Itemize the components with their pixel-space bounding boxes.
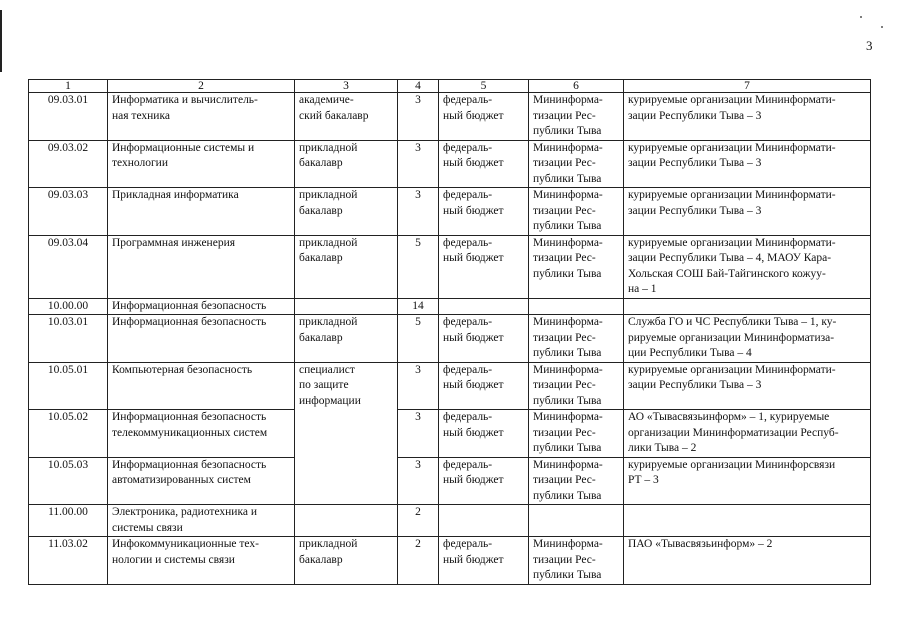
row-qualification: [295, 410, 398, 458]
table-body: [29, 80, 871, 585]
row-funding: федераль- ный бюджет: [439, 235, 529, 298]
page-number: 3: [866, 38, 873, 53]
row-code: 10.05.02: [29, 410, 108, 458]
row-specialty-name: Инфокоммуникационные тех- нологии и системы связи: [108, 537, 295, 585]
row-organizations: курируемые организации Мининформати- зации Республики Тыва – 3: [624, 188, 871, 236]
column-header: 1: [29, 80, 108, 93]
margin-binding-mark: [0, 10, 2, 72]
row-code: 11.00.00: [29, 505, 108, 537]
table-row: [29, 362, 871, 410]
row-department: Мининформа- тизации Рес- публики Тыва: [529, 362, 624, 410]
row-organizations: Служба ГО и ЧС Республики Тыва – 1, ку- рируемые организации Мининформатиза- ции Республики Тыва – 4: [624, 315, 871, 363]
row-organizations: курируемые организации Мининформати- зации Республики Тыва – 3: [624, 93, 871, 141]
row-specialty-name: Информационная безопасность автоматизированных систем: [108, 457, 295, 505]
scan-speck: [860, 16, 862, 18]
row-funding: [439, 505, 529, 537]
row-department: Мининформа- тизации Рес- публики Тыва: [529, 410, 624, 458]
row-qualification: [295, 298, 398, 315]
column-header: 4: [398, 80, 439, 93]
row-code: 09.03.04: [29, 235, 108, 298]
row-quota-count: 2: [398, 505, 439, 537]
row-qualification: специалист по защите информации: [295, 362, 398, 410]
row-funding: федераль- ный бюджет: [439, 457, 529, 505]
header-row: [29, 80, 871, 93]
row-code: 09.03.03: [29, 188, 108, 236]
table-row: [29, 140, 871, 188]
table-row: [29, 505, 871, 537]
row-specialty-name: Информатика и вычислитель- ная техника: [108, 93, 295, 141]
row-funding: федераль- ный бюджет: [439, 93, 529, 141]
table-row: [29, 298, 871, 315]
table-row: [29, 537, 871, 585]
row-organizations: ПАО «Тывасвязьинформ» – 2: [624, 537, 871, 585]
row-organizations: [624, 298, 871, 315]
row-specialty-name: Информационные системы и технологии: [108, 140, 295, 188]
row-qualification: прикладной бакалавр: [295, 140, 398, 188]
row-department: Мининформа- тизации Рес- публики Тыва: [529, 457, 624, 505]
column-header: 2: [108, 80, 295, 93]
table-row: [29, 410, 871, 458]
row-specialty-name: Программная инженерия: [108, 235, 295, 298]
table-row: [29, 315, 871, 363]
column-header: 6: [529, 80, 624, 93]
row-specialty-name: Электроника, радиотехника и системы связи: [108, 505, 295, 537]
row-specialty-name: Информационная безопасность: [108, 315, 295, 363]
row-qualification: прикладной бакалавр: [295, 235, 398, 298]
row-department: Мининформа- тизации Рес- публики Тыва: [529, 93, 624, 141]
row-funding: федераль- ный бюджет: [439, 140, 529, 188]
row-quota-count: 5: [398, 315, 439, 363]
row-funding: федераль- ный бюджет: [439, 188, 529, 236]
row-department: [529, 298, 624, 315]
row-funding: федераль- ный бюджет: [439, 410, 529, 458]
table-row: [29, 188, 871, 236]
row-department: Мининформа- тизации Рес- публики Тыва: [529, 537, 624, 585]
allocation-table: [28, 79, 871, 585]
row-qualification: [295, 457, 398, 505]
row-funding: [439, 298, 529, 315]
row-department: Мининформа- тизации Рес- публики Тыва: [529, 188, 624, 236]
row-code: 11.03.02: [29, 537, 108, 585]
column-header: 3: [295, 80, 398, 93]
column-header: 5: [439, 80, 529, 93]
row-organizations: курируемые организации Мининформати- зации Республики Тыва – 3: [624, 362, 871, 410]
row-organizations: курируемые организации Мининформати- зации Республики Тыва – 3: [624, 140, 871, 188]
row-department: Мининформа- тизации Рес- публики Тыва: [529, 235, 624, 298]
row-organizations: курируемые организации Мининформати- зации Республики Тыва – 4, МАОУ Кара- Хольская СОШ Бай-Тайгинского кожуу- на – 1: [624, 235, 871, 298]
column-header: 7: [624, 80, 871, 93]
row-quota-count: 3: [398, 188, 439, 236]
row-quota-count: 3: [398, 362, 439, 410]
row-department: Мининформа- тизации Рес- публики Тыва: [529, 140, 624, 188]
row-qualification: [295, 505, 398, 537]
row-organizations: АО «Тывасвязьинформ» – 1, курируемые организации Мининформатизации Респуб- лики Тыва – 2: [624, 410, 871, 458]
scan-speck: [881, 26, 883, 28]
row-funding: федераль- ный бюджет: [439, 362, 529, 410]
row-department: Мининформа- тизации Рес- публики Тыва: [529, 315, 624, 363]
row-code: 10.05.03: [29, 457, 108, 505]
row-funding: федераль- ный бюджет: [439, 315, 529, 363]
row-specialty-name: Информационная безопасность телекоммуникационных систем: [108, 410, 295, 458]
row-qualification: прикладной бакалавр: [295, 188, 398, 236]
row-code: 09.03.02: [29, 140, 108, 188]
row-code: 10.05.01: [29, 362, 108, 410]
row-qualification: академиче- ский бакалавр: [295, 93, 398, 141]
row-organizations: курируемые организации Мининфорсвязи РТ – 3: [624, 457, 871, 505]
row-qualification: прикладной бакалавр: [295, 537, 398, 585]
row-quota-count: 3: [398, 140, 439, 188]
row-specialty-name: Информационная безопасность: [108, 298, 295, 315]
row-quota-count: 5: [398, 235, 439, 298]
row-quota-count: 3: [398, 457, 439, 505]
table-row: [29, 93, 871, 141]
row-funding: федераль- ный бюджет: [439, 537, 529, 585]
row-quota-count: 3: [398, 93, 439, 141]
row-department: [529, 505, 624, 537]
table-row: [29, 235, 871, 298]
row-organizations: [624, 505, 871, 537]
row-code: 09.03.01: [29, 93, 108, 141]
row-quota-count: 3: [398, 410, 439, 458]
row-specialty-name: Компьютерная безопасность: [108, 362, 295, 410]
table-row: [29, 457, 871, 505]
row-specialty-name: Прикладная информатика: [108, 188, 295, 236]
row-code: 10.03.01: [29, 315, 108, 363]
row-quota-count: 2: [398, 537, 439, 585]
row-quota-count: 14: [398, 298, 439, 315]
row-code: 10.00.00: [29, 298, 108, 315]
row-qualification: прикладной бакалавр: [295, 315, 398, 363]
